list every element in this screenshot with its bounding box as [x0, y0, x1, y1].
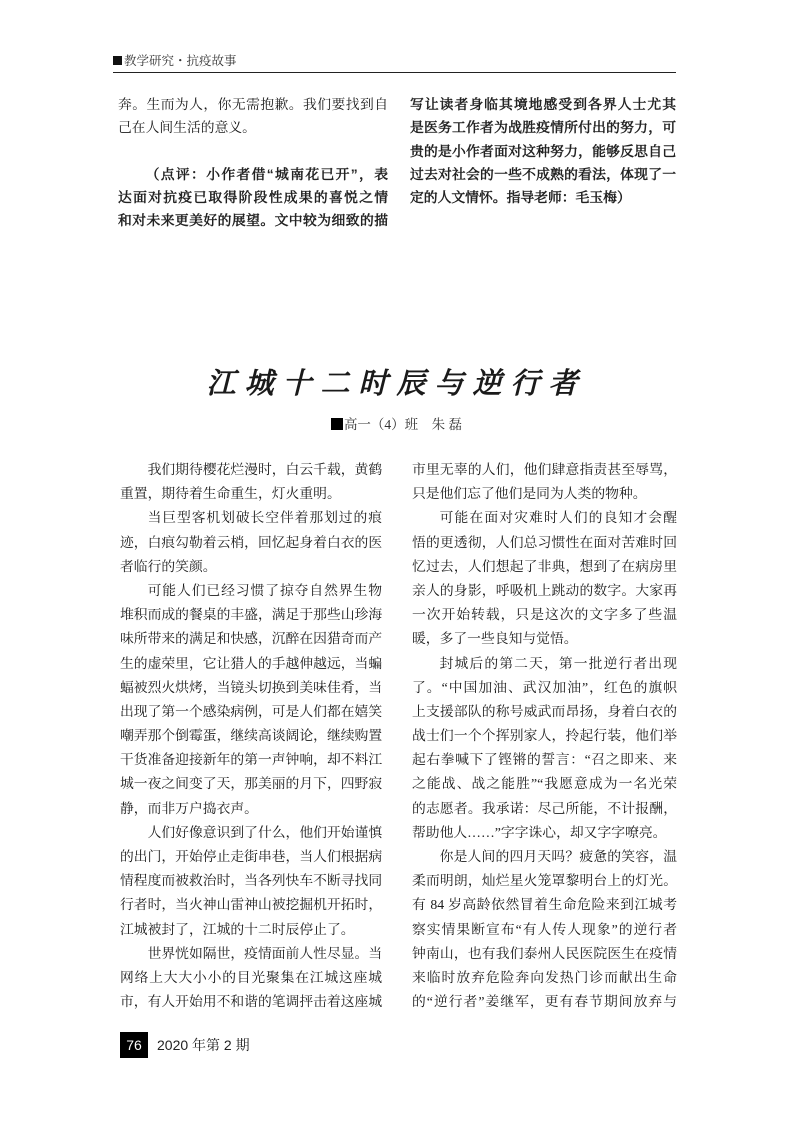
text-line: 有 84 岁高龄依然冒着生命危险来到江城考	[412, 897, 677, 913]
text-line: 市，有人开始用不和谐的笔调抨击着这座城	[120, 994, 383, 1010]
text-line: 嘲弄那个倒霉蛋，继续高谈阔论，继续购置	[120, 728, 383, 744]
issue-label: 2020 年第 2 期	[157, 1037, 250, 1053]
text-line: 忆过去，人们想起了非典，想到了在病房里	[412, 558, 677, 574]
text-line: 迹，白痕勾勒着云梢，回忆起身着白衣的医	[120, 534, 383, 550]
text-line: 战士们一个个挥别家人，拎起行装，他们举	[412, 728, 677, 744]
running-header	[113, 53, 237, 69]
text-line: 奔。生而为人，你无需抱歉。我们要找到自	[118, 97, 388, 112]
square-bullet-icon	[331, 418, 343, 430]
text-line: 重置，期待着生命重生，灯火重明。	[120, 486, 341, 502]
article-left-column	[120, 458, 382, 1014]
header-rule	[113, 72, 676, 73]
text-line: 城一夜之间变了天，那美丽的月下，四野寂	[120, 776, 383, 792]
text-line: 蝠被烈火烘烤，当镜头切换到美味佳肴，当	[120, 679, 383, 695]
text-line: 上支援部队的称号威武而昂扬，身着白衣的	[412, 703, 677, 719]
text-line: 堆积而成的餐桌的丰盛，满足于那些山珍海	[120, 607, 383, 623]
comment-line: 定的人文情怀。指导老师：毛玉梅）	[410, 190, 631, 206]
comment-line: 是医务工作者为战胜疫情所付出的努力，可	[410, 120, 676, 136]
text-line: 钟南山，也有我们泰州人民医院医生在疫情	[412, 945, 677, 961]
text-line: 出现了第一个感染病例，可是人们都在嬉笑	[120, 703, 383, 719]
text-line: 之能战、战之能胜”“我愿意成为一名光荣	[412, 776, 677, 792]
text-line: 的志愿者。我承诺：尽己所能，不计报酬，	[412, 800, 677, 816]
text-line: 市里无辜的人们，他们肆意指责甚至辱骂，	[412, 462, 677, 477]
page-footer	[120, 1032, 250, 1058]
text-line: 柔而明朗，灿烂星火笼罩黎明台上的灯光。	[412, 873, 677, 889]
text-line: 己在人间生活的意义。	[118, 120, 256, 136]
text-line: 者临行的笑颜。	[120, 558, 217, 574]
text-line: 人们好像意识到了什么，他们开始谨慎	[147, 824, 383, 840]
text-line: 的“逆行者”姜继军，更有春节期间放弃与	[412, 994, 677, 1010]
section-label: 教学研究・抗疫故事	[124, 54, 237, 68]
previous-article-right-column	[410, 93, 676, 209]
comment-line: 达面对抗疫已取得阶段性成果的喜悦之情	[118, 189, 388, 205]
text-line: 了。“中国加油、武汉加油”，红色的旗帜	[412, 679, 677, 695]
text-line: 行者时，当火神山雷神山被挖掘机开拓时，	[120, 897, 383, 913]
text-line: 我们期待樱花烂漫时，白云千载，黄鹤	[147, 462, 383, 477]
text-line: 悟的更透彻，人们总习惯性在面对苦难时回	[412, 534, 677, 550]
text-line: 来临时放弃危险奔向发热门诊而献出生命	[412, 969, 677, 985]
article-right-column	[412, 458, 677, 1014]
text-line: 世界恍如隔世，疫情面前人性尽显。当	[147, 945, 383, 961]
comment-line: 过去对社会的一些不成熟的看法，体现了一	[410, 166, 676, 182]
text-line: 你是人间的四月天吗？疲惫的笑容，温	[439, 849, 677, 864]
text-line: 情程度而被救治时，当各列快车不断寻找同	[120, 873, 383, 889]
text-line: 网络上大大小小的目光聚集在江城这座城	[120, 969, 382, 985]
text-line: 干货准备迎接新年的第一声钟响，却不料江	[120, 752, 383, 768]
square-bullet-icon	[113, 56, 122, 65]
text-line: 静，而非万户捣衣声。	[120, 800, 258, 816]
text-line: 暖，多了一些良知与觉悟。	[412, 631, 578, 647]
comment-line: （点评：小作者借“城南花已开”，表	[145, 166, 388, 182]
text-line: 帮助他人……”字字诛心，却又字字嘹亮。	[412, 824, 667, 840]
text-line: 可能在面对灾难时人们的良知才会醒	[439, 510, 677, 526]
comment-line: 和对未来更美好的展望。文中较为细致的描	[118, 213, 388, 229]
page-number: 76	[120, 1032, 148, 1058]
text-line: 亲人的身影，呼吸机上跳动的数字。大家再	[412, 582, 677, 598]
article-title: 江城十二时辰与逆行者	[206, 366, 587, 400]
byline	[0, 416, 793, 434]
text-line: 当巨型客机划破长空伴着那划过的痕	[147, 510, 382, 526]
text-line: 江城被封了，江城的十二时辰停止了。	[120, 921, 355, 937]
text-line: 味所带来的满足和快感，沉醉在因猎奇而产	[120, 631, 383, 647]
text-line: 封城后的第二天，第一批逆行者出现	[439, 655, 677, 671]
text-line: 可能人们已经习惯了掠夺自然界生物	[147, 582, 382, 598]
text-line: 察实情果断宣布“有人传人现象”的逆行者	[412, 921, 677, 937]
text-line: 的出门，开始停止走街串巷，当人们根据病	[120, 849, 383, 864]
text-line: 只是他们忘了他们是同为人类的物种。	[412, 486, 647, 502]
text-line: 生的虚荣里，它让猎人的手越伸越远，当蝙	[120, 655, 383, 671]
text-line: 一次开始转载，只是这次的文字多了些温	[412, 607, 677, 623]
comment-line: 写让读者身临其境地感受到各界人士尤其	[410, 97, 676, 112]
spacer	[118, 140, 388, 163]
editor-comment	[118, 163, 388, 233]
previous-article-left-column	[118, 93, 388, 232]
text-line: 起右拳喊下了铿锵的誓言：“召之即来、来	[412, 752, 677, 768]
comment-line: 贵的是小作者面对这种努力，能够反思自己	[410, 143, 676, 159]
author: 高一（4）班 朱 磊	[343, 417, 463, 432]
